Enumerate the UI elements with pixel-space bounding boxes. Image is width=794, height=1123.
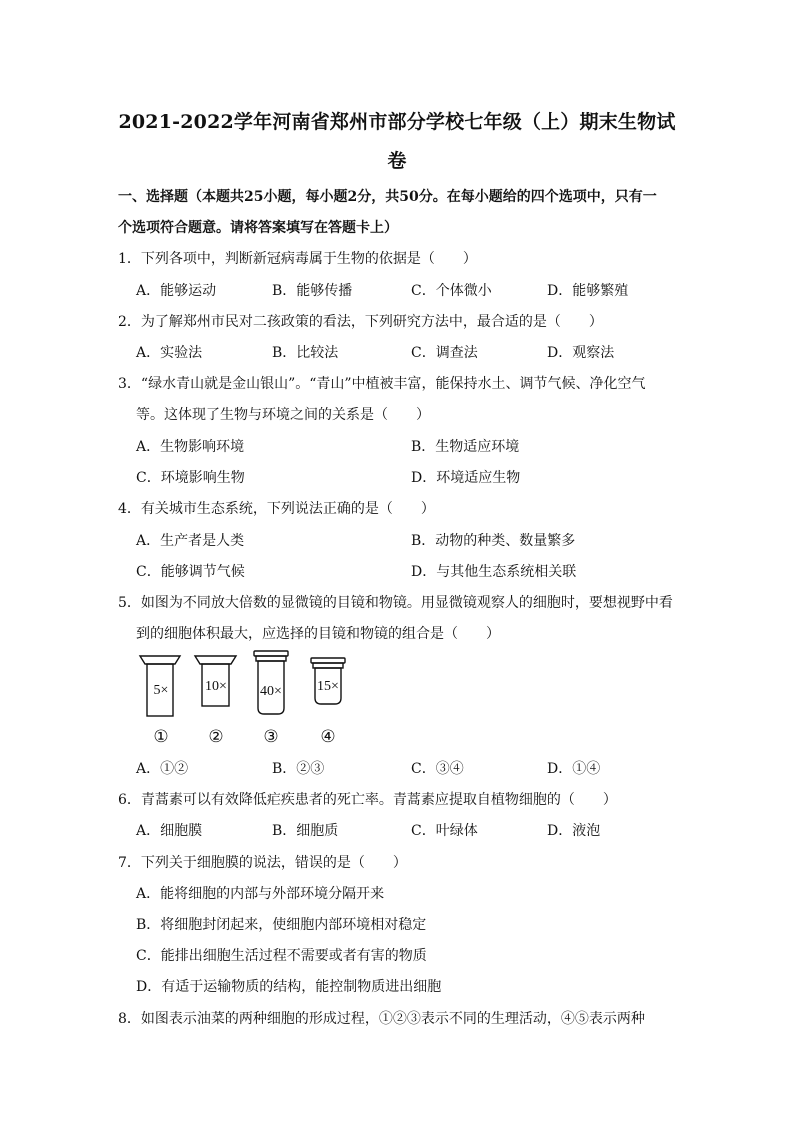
page-title-line-2: 卷 — [387, 150, 407, 172]
question-4-option-c[interactable]: C．能够调节气候 — [136, 564, 245, 580]
question-7-option-c[interactable]: C．能排出细胞生活过程不需要或者有害的物质 — [136, 948, 427, 964]
section-heading-line-2: 个选项符合题意。请将答案填写在答题卡上） — [118, 220, 398, 236]
question-3-option-b[interactable]: B．生物适应环境 — [411, 439, 520, 455]
question-2-stem: 2．为了解郑州市民对二孩政策的看法，下列研究方法中，最合适的是（ ） — [118, 314, 603, 330]
question-6-stem: 6．青蒿素可以有效降低疟疾患者的死亡率。青蒿素应提取自植物细胞的（ ） — [118, 792, 617, 808]
lens-2-magnification: 10× — [205, 679, 227, 694]
lens-3-magnification: 40× — [260, 684, 282, 699]
question-3-stem-line-2: 等。这体现了生物与环境之间的关系是（ ） — [136, 407, 430, 423]
section-heading-line-1: 一、选择题（本题共25小题，每小题2分，共50分。在每小题给的四个选项中，只有一 — [118, 189, 657, 205]
question-7-option-b[interactable]: B．将细胞封闭起来，使细胞内部环境相对稳定 — [136, 917, 427, 933]
question-5-stem-line-2: 到的细胞体积最大，应选择的目镜和物镜的组合是（ ） — [136, 626, 500, 642]
question-3-option-d[interactable]: D．环境适应生物 — [411, 470, 521, 486]
question-3-option-c[interactable]: C．环境影响生物 — [136, 470, 245, 486]
objective-lens-3 — [254, 651, 288, 714]
question-6-option-b[interactable]: B．细胞质 — [272, 823, 339, 839]
question-6-option-a[interactable]: A．细胞膜 — [136, 823, 203, 839]
question-5-option-b[interactable]: B．②③ — [272, 761, 325, 777]
question-6-option-c[interactable]: C．叶绿体 — [411, 823, 478, 839]
question-8-stem: 8．如图表示油菜的两种细胞的形成过程，①②③表示不同的生理活动，④⑤表示两种 — [118, 1011, 645, 1027]
question-1-option-b[interactable]: B．能够传播 — [272, 283, 353, 299]
question-1-option-a[interactable]: A．能够运动 — [136, 283, 217, 299]
question-5-option-d[interactable]: D．①④ — [547, 761, 601, 777]
question-5-stem-line-1: 5．如图为不同放大倍数的显微镜的目镜和物镜。用显微镜观察人的细胞时，要想视野中看 — [118, 595, 673, 611]
lens-4-number: ④ — [320, 727, 336, 747]
lens-1-magnification: 5× — [153, 683, 169, 698]
question-1-option-d[interactable]: D．能够繁殖 — [547, 283, 629, 299]
question-6-option-d[interactable]: D．液泡 — [547, 823, 601, 839]
question-7-option-d[interactable]: D．有适于运输物质的结构，能控制物质进出细胞 — [136, 979, 442, 995]
question-1-option-c[interactable]: C．个体微小 — [411, 283, 492, 299]
question-3-option-a[interactable]: A．生物影响环境 — [136, 439, 245, 455]
question-7-option-a[interactable]: A．能将细胞的内部与外部环境分隔开来 — [136, 886, 385, 902]
question-1-stem: 1．下列各项中，判断新冠病毒属于生物的依据是（ ） — [118, 251, 477, 267]
question-2-option-a[interactable]: A．实验法 — [136, 345, 203, 361]
microscope-lens-figure — [130, 648, 390, 748]
question-5-option-c[interactable]: C．③④ — [411, 761, 464, 777]
page-title-line-1: 2021-2022学年河南省郑州市部分学校七年级（上）期末生物试 — [118, 111, 676, 133]
lens-1-number: ① — [153, 727, 169, 747]
question-2-option-b[interactable]: B．比较法 — [272, 345, 339, 361]
lens-4-magnification: 15× — [317, 679, 339, 694]
question-4-option-a[interactable]: A．生产者是人类 — [136, 533, 245, 549]
question-4-stem: 4．有关城市生态系统，下列说法正确的是（ ） — [118, 501, 435, 517]
question-4-option-b[interactable]: B．动物的种类、数量繁多 — [411, 533, 576, 549]
question-3-stem-line-1: 3．“绿水青山就是金山银山”。“青山”中植被丰富，能保持水土、调节气候、净化空气 — [118, 376, 646, 392]
question-5-option-a[interactable]: A．①② — [136, 761, 189, 777]
lens-2-number: ② — [208, 727, 224, 747]
lens-3-number: ③ — [263, 727, 279, 747]
question-4-option-d[interactable]: D．与其他生态系统相关联 — [411, 564, 577, 580]
question-2-option-c[interactable]: C．调查法 — [411, 345, 478, 361]
question-2-option-d[interactable]: D．观察法 — [547, 345, 615, 361]
question-7-stem: 7．下列关于细胞膜的说法，错误的是（ ） — [118, 855, 407, 871]
